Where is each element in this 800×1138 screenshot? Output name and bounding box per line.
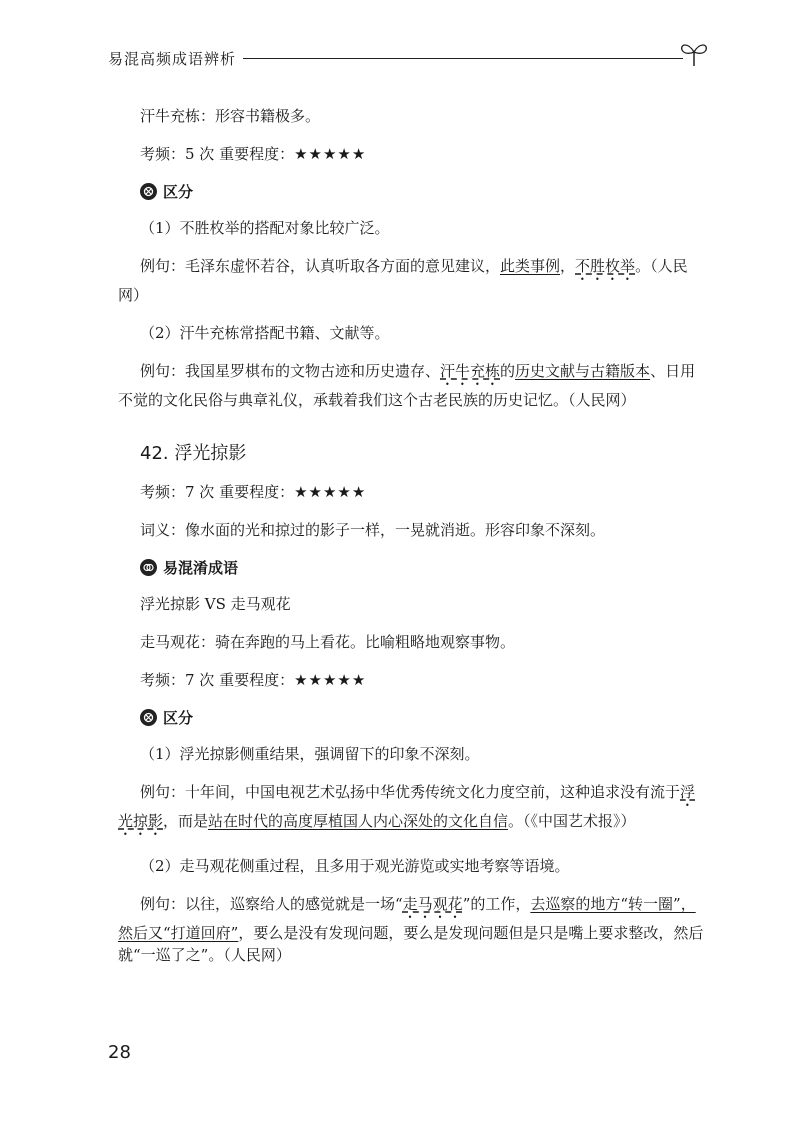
confusable-heading <box>118 557 708 579</box>
example-text: ”的工作， <box>462 895 531 913</box>
underlined-phrase: 站在时代的高度厚植国人内心深处的文化自信 <box>208 812 509 830</box>
example-text: ， <box>560 257 576 275</box>
sprout-icon <box>676 38 712 68</box>
entry42-meaning: 词义：像水面的光和掠过的影子一样，一晃就消逝。形容印象不深刻。 <box>140 521 606 539</box>
example-2 <box>118 893 708 966</box>
entry-title: 42. 浮光掠影 <box>140 443 247 464</box>
running-header <box>108 44 708 72</box>
header-rule <box>243 58 683 59</box>
distinction-1: （1）浮光掠影侧重结果，强调留下的印象不深刻。 <box>140 745 480 763</box>
example-text: 例句：十年间，中国电视艺术弘扬中华优秀传统文化力度空前，这种追求没有流于 <box>140 783 681 801</box>
example-text: 。（《中国艺术报》） <box>508 812 636 830</box>
idiom-emphasis: 不胜枚举 <box>575 257 636 275</box>
idiom-emphasis: 汗牛充栋 <box>440 362 501 380</box>
example-text: 、日用不觉的文化民俗与典章礼仪，承载着我们这个古老民族的历史记忆。（人民网） <box>118 362 696 409</box>
page-content <box>118 105 708 982</box>
underlined-phrase: 历史文献与古籍版本 <box>515 362 651 380</box>
example-1 <box>118 255 708 306</box>
example-text: 。（人民网） <box>118 257 688 304</box>
confusable-label: 易混淆成语 <box>163 559 239 577</box>
example-2 <box>118 360 708 411</box>
example-text: 例句：我国星罗棋布的文物古迹和历史遗存、 <box>140 362 441 380</box>
entry1-frequency <box>118 143 708 165</box>
frequency-text: 考频：7 次 重要程度： <box>140 483 295 501</box>
frequency-text: 考频：7 次 重要程度： <box>140 671 295 689</box>
idiom-emphasis: 走马观花 <box>402 895 463 913</box>
header-title: 易混高频成语辨析 <box>108 50 237 68</box>
example-text: 的 <box>500 362 516 380</box>
example-text: 例句：毛泽东虚怀若谷，认真听取各方面的意见建议， <box>140 257 501 275</box>
confusable-icon <box>140 559 157 576</box>
distinguish-heading <box>118 181 708 203</box>
example-text: 例句：以往，巡察给人的感觉就是一场“ <box>140 895 403 913</box>
idiom-emphasis: 浮光掠影 <box>118 783 696 830</box>
underlined-phrase: 去巡察的地方“转一圈”，然后又“打道回府” <box>118 895 696 942</box>
distinguish-icon <box>140 709 157 726</box>
example-1 <box>118 781 708 839</box>
entry42-frequency <box>118 481 708 503</box>
distinguish-label: 区分 <box>163 709 194 727</box>
importance-stars: ★★★★★ <box>294 145 367 163</box>
distinguish-heading <box>118 707 708 729</box>
page-number: 28 <box>108 1042 131 1063</box>
versus-line: 浮光掠影 VS 走马观花 <box>140 595 291 613</box>
alt-frequency <box>118 669 708 691</box>
frequency-text: 考频：5 次 重要程度： <box>140 145 295 163</box>
example-text: ，而是 <box>163 812 209 830</box>
distinction-2: （2）走马观花侧重过程，且多用于观光游览或实地考察等语境。 <box>140 857 570 875</box>
distinguish-label: 区分 <box>163 183 194 201</box>
distinction-1: （1）不胜枚举的搭配对象比较广泛。 <box>140 219 390 237</box>
alt-definition: 走马观花：骑在奔跑的马上看花。比喻粗略地观察事物。 <box>140 633 516 651</box>
importance-stars: ★★★★★ <box>294 483 367 501</box>
distinction-2: （2）汗牛充栋常搭配书籍、文献等。 <box>140 324 390 342</box>
distinguish-icon <box>140 183 157 200</box>
underlined-phrase: 此类事例 <box>500 257 561 275</box>
importance-stars: ★★★★★ <box>294 671 367 689</box>
example-text: ，要么是没有发现问题，要么是发现问题但是只是嘴上要求整改，然后就“一巡了之”。（人民网） <box>118 924 704 964</box>
entry1-definition: 汗牛充栋：形容书籍极多。 <box>140 107 321 125</box>
